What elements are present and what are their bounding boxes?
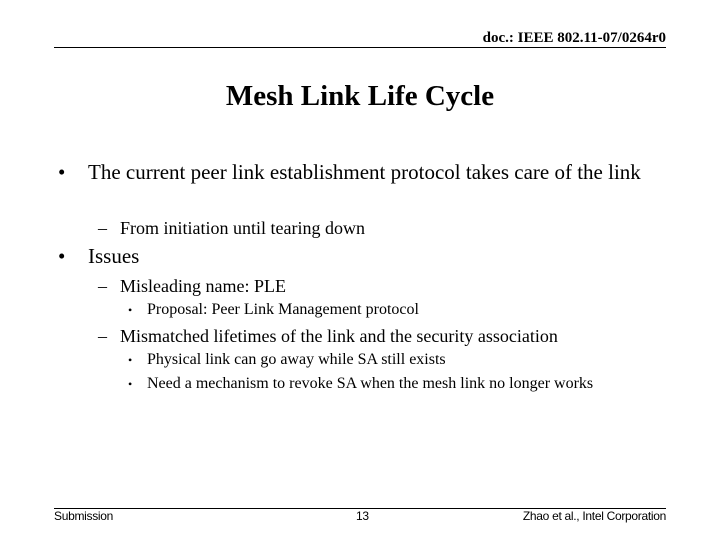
bullet-text: The current peer link establishment protocol takes care of the link	[88, 160, 641, 184]
dash-marker: –	[98, 218, 107, 238]
footer-author: Zhao et al., Intel Corporation	[522, 509, 666, 523]
dash-marker: –	[98, 276, 107, 296]
bullet-text: Issues	[88, 244, 140, 268]
sub-sub-bullet-text: Proposal: Peer Link Management protocol	[147, 301, 419, 318]
dash-marker: –	[98, 326, 107, 346]
bullet-marker: •	[128, 303, 133, 317]
sub-bullet-misleading-name	[98, 275, 286, 297]
bullet-issues	[58, 244, 678, 269]
sub-sub-bullet-physical-link	[128, 350, 446, 370]
slide-title: Mesh Link Life Cycle	[225, 80, 495, 112]
sub-bullet-text: Mismatched lifetimes of the link and the security association	[120, 326, 558, 346]
footer-submission: Submission	[54, 509, 114, 523]
sub-sub-bullet-text: Physical link can go away while SA still exists	[147, 351, 446, 368]
sub-sub-bullet-text: Need a mechanism to revoke SA when the mesh link no longer works	[147, 375, 594, 392]
sub-sub-bullet-proposal	[128, 300, 419, 320]
sub-bullet-mismatched-lifetimes	[98, 325, 558, 347]
sub-bullet-text: Misleading name: PLE	[120, 276, 286, 296]
document-id: doc.: IEEE 802.11-07/0264r0	[482, 30, 666, 46]
sub-sub-bullet-revoke-sa	[128, 374, 593, 394]
page-number: 13	[356, 509, 369, 523]
bullet-marker: •	[58, 244, 66, 268]
bullet-marker: •	[128, 377, 133, 391]
bullet-peer-link-protocol	[58, 160, 678, 185]
bullet-marker: •	[58, 160, 66, 184]
sub-bullet-text: From initiation until tearing down	[120, 218, 365, 238]
header-rule	[54, 47, 666, 48]
bullet-marker: •	[128, 353, 133, 367]
sub-bullet-initiation	[98, 217, 365, 239]
